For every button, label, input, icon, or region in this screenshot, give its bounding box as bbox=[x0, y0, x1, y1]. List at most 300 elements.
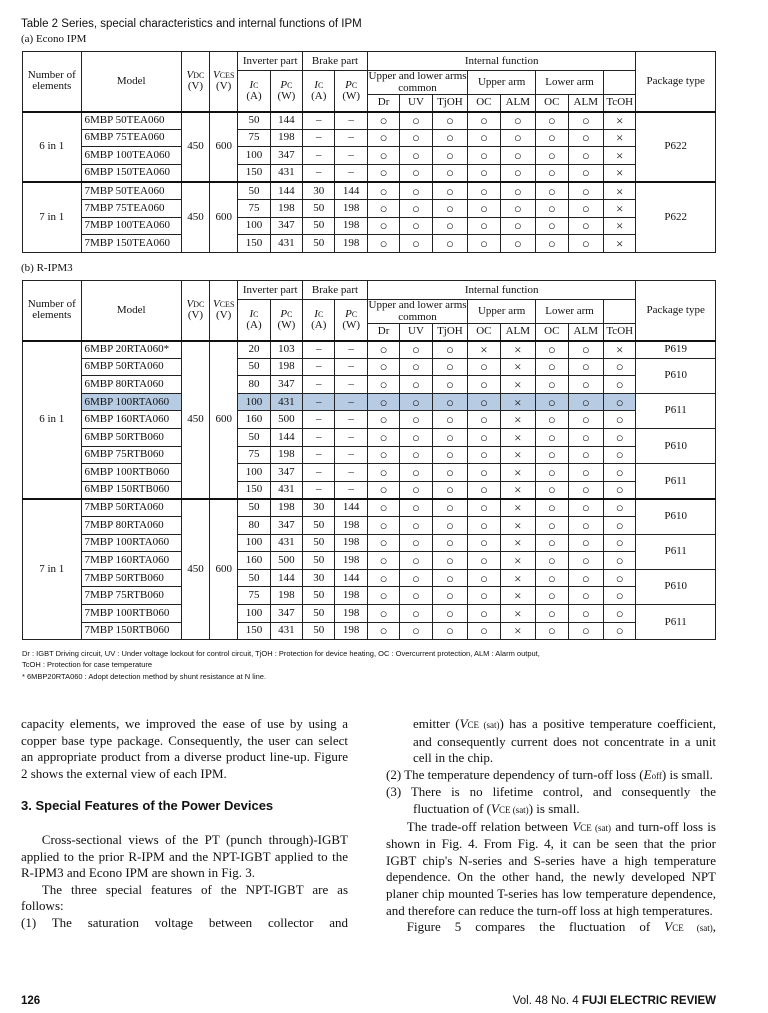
alm-column-header: ALM bbox=[500, 324, 536, 341]
oc-column-header: OC bbox=[468, 95, 500, 112]
function-mark-cell: ○ bbox=[568, 464, 604, 482]
brake-ic-header bbox=[303, 71, 335, 112]
function-mark-cell: ○ bbox=[432, 411, 468, 429]
table-row bbox=[23, 217, 716, 235]
number-of-elements-cell: 7 in 1 bbox=[23, 182, 82, 252]
inverter-ic-cell: 75 bbox=[238, 446, 270, 464]
function-mark-cell: ○ bbox=[432, 393, 468, 411]
internal-function-header: Internal function bbox=[367, 52, 636, 71]
function-mark-cell: ○ bbox=[604, 587, 636, 605]
brake-pc-cell: 198 bbox=[335, 552, 367, 570]
function-mark-cell: × bbox=[604, 147, 636, 165]
inverter-pc-cell: 431 bbox=[270, 534, 302, 552]
function-mark-cell: ○ bbox=[604, 446, 636, 464]
vdc-cell: 450 bbox=[181, 182, 209, 252]
package-type-cell: P610 bbox=[636, 499, 716, 534]
function-mark-cell: ○ bbox=[432, 182, 468, 200]
table-row bbox=[23, 235, 716, 253]
function-mark-cell: ○ bbox=[604, 622, 636, 640]
model-cell: 7MBP 80RTA060 bbox=[81, 517, 181, 535]
brake-pc-cell: – bbox=[335, 393, 367, 411]
inverter-ic-header bbox=[238, 300, 270, 341]
brake-ic-cell: 50 bbox=[303, 622, 335, 640]
function-mark-cell: ○ bbox=[367, 605, 399, 623]
function-mark-cell: ○ bbox=[367, 129, 399, 147]
model-cell: 6MBP 160RTA060 bbox=[81, 411, 181, 429]
function-mark-cell: ○ bbox=[432, 446, 468, 464]
vces-header-unit: (V) bbox=[216, 80, 232, 93]
brake-ic-cell: 50 bbox=[303, 534, 335, 552]
inverter-ic-cell: 50 bbox=[238, 358, 270, 376]
function-mark-cell: ○ bbox=[500, 129, 536, 147]
brake-pc-cell: 198 bbox=[335, 587, 367, 605]
vces-cell: 600 bbox=[210, 499, 238, 640]
function-mark-cell: ○ bbox=[432, 129, 468, 147]
alm-column-header: ALM bbox=[500, 95, 536, 112]
function-mark-cell: ○ bbox=[400, 112, 432, 130]
function-mark-cell: ○ bbox=[367, 587, 399, 605]
function-mark-cell: ○ bbox=[367, 376, 399, 394]
model-cell: 6MBP 50RTA060 bbox=[81, 358, 181, 376]
function-mark-cell: ○ bbox=[400, 393, 432, 411]
function-mark-cell: ○ bbox=[367, 147, 399, 165]
model-header: Model bbox=[81, 281, 181, 341]
vdc-header-unit: (V) bbox=[187, 80, 204, 93]
inverter-ic-cell: 150 bbox=[238, 481, 270, 499]
function-mark-cell: ○ bbox=[568, 341, 604, 359]
function-mark-cell: ○ bbox=[400, 147, 432, 165]
brake-pc-cell: – bbox=[335, 147, 367, 165]
dr-column-header: Dr bbox=[367, 95, 399, 112]
vdc-cell: 450 bbox=[181, 499, 209, 640]
function-mark-cell: ○ bbox=[536, 605, 568, 623]
function-mark-cell: ○ bbox=[400, 517, 432, 535]
r-ipm3-table bbox=[22, 280, 716, 640]
function-mark-cell: ○ bbox=[400, 499, 432, 517]
function-mark-cell: ○ bbox=[604, 376, 636, 394]
brake-pc-header-unit: (W) bbox=[342, 318, 361, 331]
brake-ic-cell: – bbox=[303, 341, 335, 359]
package-type-cell: P619 bbox=[636, 341, 716, 359]
model-cell: 7MBP 50RTA060 bbox=[81, 499, 181, 517]
function-mark-cell: ○ bbox=[604, 569, 636, 587]
vces-header-symbol: VCES bbox=[212, 298, 235, 311]
function-mark-cell: × bbox=[604, 341, 636, 359]
function-mark-cell: ○ bbox=[468, 235, 500, 253]
function-mark-cell: ○ bbox=[367, 481, 399, 499]
inverter-pc-header-unit: (W) bbox=[277, 318, 296, 331]
brake-pc-cell: – bbox=[335, 358, 367, 376]
tcoh-column-header: TcOH bbox=[604, 324, 636, 341]
function-mark-cell: ○ bbox=[568, 429, 604, 447]
alm-column-header: ALM bbox=[568, 95, 604, 112]
function-mark-cell: ○ bbox=[500, 235, 536, 253]
package-type-cell: P611 bbox=[636, 605, 716, 640]
table-row bbox=[23, 393, 716, 411]
function-mark-cell: ○ bbox=[536, 569, 568, 587]
function-mark-cell: ○ bbox=[604, 499, 636, 517]
inverter-pc-cell: 500 bbox=[270, 552, 302, 570]
function-mark-cell: ○ bbox=[500, 112, 536, 130]
model-cell: 7MBP 150TEA060 bbox=[81, 235, 181, 253]
number-of-elements-cell: 6 in 1 bbox=[23, 341, 82, 499]
brake-ic-cell: – bbox=[303, 446, 335, 464]
function-mark-cell: ○ bbox=[468, 622, 500, 640]
vces-cell: 600 bbox=[210, 182, 238, 252]
function-mark-cell: ○ bbox=[367, 182, 399, 200]
inverter-pc-cell: 198 bbox=[270, 446, 302, 464]
inverter-ic-cell: 75 bbox=[238, 129, 270, 147]
table-row bbox=[23, 534, 716, 552]
package-type-cell: P611 bbox=[636, 534, 716, 569]
vces-header-symbol: VCES bbox=[212, 69, 235, 82]
vces-cell: 600 bbox=[210, 341, 238, 499]
footnote-shunt: * 6MBP20RTA060 : Adopt detection method by shunt resistance at N line. bbox=[22, 672, 267, 681]
paragraph: Figure 5 compares the fluctuation of VCE (sat), bbox=[406, 919, 716, 935]
function-mark-cell: ○ bbox=[432, 622, 468, 640]
inverter-ic-header-unit: (A) bbox=[246, 318, 262, 331]
function-mark-cell: ○ bbox=[604, 605, 636, 623]
body-right-column bbox=[386, 716, 716, 937]
brake-pc-cell: – bbox=[335, 481, 367, 499]
vdc-header-symbol: VDC bbox=[186, 298, 205, 311]
function-mark-cell: ○ bbox=[536, 411, 568, 429]
inverter-pc-cell: 431 bbox=[270, 393, 302, 411]
function-mark-cell: ○ bbox=[568, 587, 604, 605]
brake-pc-cell: – bbox=[335, 429, 367, 447]
table-row bbox=[23, 605, 716, 623]
vces-header-unit: (V) bbox=[216, 309, 232, 322]
function-mark-cell: ○ bbox=[367, 200, 399, 218]
inverter-pc-header-symbol: PC bbox=[280, 307, 293, 320]
inverter-pc-cell: 103 bbox=[270, 341, 302, 359]
function-mark-cell: ○ bbox=[432, 235, 468, 253]
inverter-ic-header-symbol: IC bbox=[249, 78, 259, 91]
inverter-ic-cell: 20 bbox=[238, 341, 270, 359]
function-mark-cell: ○ bbox=[432, 534, 468, 552]
function-mark-cell: ○ bbox=[536, 182, 568, 200]
vdc-header-unit: (V) bbox=[187, 309, 204, 322]
dr-column-header: Dr bbox=[367, 324, 399, 341]
function-mark-cell: ○ bbox=[432, 481, 468, 499]
inverter-pc-cell: 144 bbox=[270, 112, 302, 130]
oc-column-header: OC bbox=[536, 95, 568, 112]
function-mark-cell: ○ bbox=[400, 569, 432, 587]
upper-lower-arms-header: Upper and lower arms common bbox=[368, 299, 467, 323]
function-mark-cell: × bbox=[500, 429, 536, 447]
function-mark-cell: ○ bbox=[400, 605, 432, 623]
brake-pc-cell: – bbox=[335, 446, 367, 464]
brake-ic-cell: – bbox=[303, 376, 335, 394]
brake-ic-cell: 50 bbox=[303, 517, 335, 535]
vces-cell: 600 bbox=[210, 112, 238, 182]
function-mark-cell: ○ bbox=[432, 147, 468, 165]
function-mark-cell: × bbox=[500, 481, 536, 499]
function-mark-cell: ○ bbox=[432, 341, 468, 359]
function-mark-cell: ○ bbox=[400, 552, 432, 570]
inverter-pc-cell: 431 bbox=[270, 481, 302, 499]
tjoh-column-header: TjOH bbox=[432, 95, 468, 112]
model-cell: 6MBP 20RTA060* bbox=[81, 341, 181, 359]
model-cell: 6MBP 75RTB060 bbox=[81, 446, 181, 464]
function-mark-cell: ○ bbox=[568, 534, 604, 552]
model-cell: 6MBP 50RTB060 bbox=[81, 429, 181, 447]
function-mark-cell: ○ bbox=[432, 464, 468, 482]
function-mark-cell: ○ bbox=[468, 464, 500, 482]
function-mark-cell: ○ bbox=[432, 552, 468, 570]
inverter-ic-cell: 50 bbox=[238, 182, 270, 200]
table-row bbox=[23, 517, 716, 535]
function-mark-cell: ○ bbox=[604, 429, 636, 447]
list-item: (1) The saturation voltage between collector and bbox=[21, 914, 348, 930]
function-mark-cell: ○ bbox=[468, 587, 500, 605]
function-mark-cell: ○ bbox=[568, 235, 604, 253]
brake-ic-cell: – bbox=[303, 358, 335, 376]
inverter-part-header: Inverter part bbox=[238, 52, 303, 71]
brake-ic-cell: 50 bbox=[303, 552, 335, 570]
brake-ic-cell: 50 bbox=[303, 605, 335, 623]
function-mark-cell: ○ bbox=[367, 393, 399, 411]
section-heading: 3. Special Features of the Power Devices bbox=[21, 798, 274, 814]
brake-pc-header-unit: (W) bbox=[342, 89, 361, 102]
function-mark-cell: ○ bbox=[432, 217, 468, 235]
brake-ic-cell: – bbox=[303, 112, 335, 130]
inverter-ic-header-symbol: IC bbox=[249, 307, 259, 320]
table-row bbox=[23, 446, 716, 464]
inverter-pc-header bbox=[270, 300, 302, 341]
inverter-ic-cell: 50 bbox=[238, 429, 270, 447]
function-mark-cell: ○ bbox=[400, 376, 432, 394]
inverter-ic-cell: 80 bbox=[238, 517, 270, 535]
model-cell: 6MBP 75TEA060 bbox=[81, 129, 181, 147]
inverter-ic-cell: 150 bbox=[238, 235, 270, 253]
page-number: 126 bbox=[21, 995, 41, 1007]
function-mark-cell: × bbox=[500, 358, 536, 376]
function-mark-cell: ○ bbox=[568, 393, 604, 411]
function-mark-cell: ○ bbox=[604, 534, 636, 552]
function-mark-cell: ○ bbox=[568, 112, 604, 130]
function-mark-cell: ○ bbox=[468, 393, 500, 411]
function-mark-cell: ○ bbox=[400, 622, 432, 640]
function-mark-cell: ○ bbox=[432, 164, 468, 182]
list-item-continuation: emitter (VCE (sat)) has a positive temperature coefficient, and consequently current does not concentrate in a unit cell in the chip. bbox=[413, 716, 716, 766]
function-mark-cell: ○ bbox=[604, 411, 636, 429]
function-mark-cell: ○ bbox=[604, 552, 636, 570]
function-mark-cell: ○ bbox=[568, 217, 604, 235]
uv-column-header: UV bbox=[400, 324, 432, 341]
table-row bbox=[23, 464, 716, 482]
function-mark-cell: ○ bbox=[536, 552, 568, 570]
brake-ic-cell: – bbox=[303, 147, 335, 165]
function-mark-cell: ○ bbox=[536, 200, 568, 218]
inverter-pc-cell: 431 bbox=[270, 164, 302, 182]
function-mark-cell: ○ bbox=[604, 481, 636, 499]
function-mark-cell: ○ bbox=[400, 481, 432, 499]
inverter-pc-cell: 144 bbox=[270, 569, 302, 587]
inverter-ic-cell: 160 bbox=[238, 411, 270, 429]
paragraph: Cross-sectional views of the PT (punch through)-IGBT applied to the prior R-IPM and the NPT-IGBT applied to the R-IPM3 and Econo IPM are shown in Fig. 3. bbox=[21, 831, 348, 881]
function-mark-cell: ○ bbox=[604, 517, 636, 535]
function-mark-cell: × bbox=[500, 393, 536, 411]
brake-pc-cell: 198 bbox=[335, 534, 367, 552]
brake-pc-cell: 198 bbox=[335, 200, 367, 218]
brake-ic-cell: – bbox=[303, 464, 335, 482]
function-mark-cell: ○ bbox=[468, 517, 500, 535]
footnote-abbreviations: Dr : IGBT Driving circuit, UV : Under voltage lockout for control circuit, TjOH : Protection for device heating, OC : Overcurrent protection, ALM : Alarm output, bbox=[22, 649, 540, 658]
function-mark-cell: ○ bbox=[432, 587, 468, 605]
list-item: (2) The temperature dependency of turn-off loss (Eoff) is small. bbox=[386, 766, 713, 782]
inverter-ic-cell: 75 bbox=[238, 587, 270, 605]
function-mark-cell: ○ bbox=[400, 358, 432, 376]
function-mark-cell: ○ bbox=[367, 517, 399, 535]
inverter-ic-cell: 100 bbox=[238, 217, 270, 235]
function-mark-cell: ○ bbox=[468, 481, 500, 499]
function-mark-cell: ○ bbox=[536, 517, 568, 535]
model-cell: 7MBP 75TEA060 bbox=[81, 200, 181, 218]
brake-ic-cell: – bbox=[303, 429, 335, 447]
function-mark-cell: ○ bbox=[432, 605, 468, 623]
function-mark-cell: ○ bbox=[604, 464, 636, 482]
brake-ic-cell: – bbox=[303, 481, 335, 499]
function-mark-cell: ○ bbox=[568, 358, 604, 376]
vdc-cell: 450 bbox=[181, 341, 209, 499]
section-b-label: (b) R-IPM3 bbox=[21, 262, 73, 274]
function-mark-cell: × bbox=[604, 112, 636, 130]
model-cell: 6MBP 100RTB060 bbox=[81, 464, 181, 482]
function-mark-cell: ○ bbox=[568, 182, 604, 200]
brake-ic-cell: – bbox=[303, 164, 335, 182]
brake-pc-cell: – bbox=[335, 129, 367, 147]
table-row bbox=[23, 429, 716, 447]
function-mark-cell: × bbox=[604, 217, 636, 235]
table-row bbox=[23, 147, 716, 165]
brake-pc-cell: – bbox=[335, 341, 367, 359]
model-cell: 6MBP 150TEA060 bbox=[81, 164, 181, 182]
footnote-tcoh: TcOH : Protection for case temperature bbox=[22, 660, 153, 669]
table-row bbox=[23, 587, 716, 605]
tcoh-column-header: TcOH bbox=[604, 95, 636, 112]
function-mark-cell: ○ bbox=[536, 499, 568, 517]
function-mark-cell: ○ bbox=[468, 164, 500, 182]
function-mark-cell: ○ bbox=[400, 235, 432, 253]
function-mark-cell: ○ bbox=[367, 217, 399, 235]
brake-pc-cell: 198 bbox=[335, 235, 367, 253]
function-mark-cell: ○ bbox=[432, 517, 468, 535]
package-type-header: Package type bbox=[636, 52, 716, 112]
function-mark-cell: ○ bbox=[400, 464, 432, 482]
econo-ipm-table bbox=[22, 51, 716, 253]
inverter-pc-cell: 198 bbox=[270, 129, 302, 147]
inverter-pc-cell: 500 bbox=[270, 411, 302, 429]
function-mark-cell: × bbox=[500, 376, 536, 394]
table-row bbox=[23, 411, 716, 429]
function-mark-cell: ○ bbox=[568, 200, 604, 218]
inverter-ic-cell: 50 bbox=[238, 112, 270, 130]
function-mark-cell: ○ bbox=[432, 112, 468, 130]
function-mark-cell: ○ bbox=[568, 446, 604, 464]
table-row bbox=[23, 164, 716, 182]
vdc-cell: 450 bbox=[181, 112, 209, 182]
brake-ic-cell: 50 bbox=[303, 587, 335, 605]
function-mark-cell: ○ bbox=[568, 517, 604, 535]
body-left-column bbox=[21, 716, 348, 932]
function-mark-cell: ○ bbox=[568, 481, 604, 499]
inverter-pc-cell: 144 bbox=[270, 182, 302, 200]
oc-column-header: OC bbox=[468, 324, 500, 341]
function-mark-cell: × bbox=[500, 341, 536, 359]
function-mark-cell: ○ bbox=[367, 164, 399, 182]
inverter-pc-cell: 431 bbox=[270, 235, 302, 253]
function-mark-cell: ○ bbox=[468, 446, 500, 464]
table-caption: Table 2 Series, special characteristics and internal functions of IPM bbox=[21, 18, 362, 30]
model-cell: 7MBP 100TEA060 bbox=[81, 217, 181, 235]
function-mark-cell: ○ bbox=[367, 341, 399, 359]
function-mark-cell: ○ bbox=[367, 534, 399, 552]
function-mark-cell: ○ bbox=[500, 147, 536, 165]
function-mark-cell: ○ bbox=[468, 429, 500, 447]
number-of-elements-cell: 6 in 1 bbox=[23, 112, 82, 182]
brake-pc-cell: 198 bbox=[335, 622, 367, 640]
list-item: (3) There is no lifetime control, and consequently the fluctuation of (VCE (sat)) is small. bbox=[386, 784, 716, 816]
model-cell: 7MBP 50RTB060 bbox=[81, 569, 181, 587]
inverter-part-header: Inverter part bbox=[238, 281, 303, 300]
brake-pc-cell: 144 bbox=[335, 499, 367, 517]
table-row bbox=[23, 129, 716, 147]
function-mark-cell: ○ bbox=[468, 112, 500, 130]
tjoh-column-header: TjOH bbox=[432, 324, 468, 341]
function-mark-cell: ○ bbox=[604, 393, 636, 411]
function-mark-cell: ○ bbox=[468, 569, 500, 587]
lower-arm-header: Lower arm bbox=[536, 300, 604, 324]
package-type-cell: P611 bbox=[636, 464, 716, 499]
function-mark-cell: ○ bbox=[500, 200, 536, 218]
function-mark-cell: ○ bbox=[468, 358, 500, 376]
package-type-cell: P622 bbox=[636, 182, 716, 252]
brake-ic-cell: 30 bbox=[303, 569, 335, 587]
function-mark-cell: ○ bbox=[536, 481, 568, 499]
inverter-pc-cell: 198 bbox=[270, 587, 302, 605]
function-mark-cell: ○ bbox=[568, 499, 604, 517]
function-mark-cell: ○ bbox=[536, 464, 568, 482]
function-mark-cell: ○ bbox=[468, 499, 500, 517]
table-row bbox=[23, 112, 716, 130]
model-cell: 6MBP 100TEA060 bbox=[81, 147, 181, 165]
upper-lower-arms-header: Upper and lower arms common bbox=[368, 70, 467, 94]
function-mark-cell: × bbox=[604, 164, 636, 182]
inverter-ic-cell: 100 bbox=[238, 147, 270, 165]
brake-ic-header-unit: (A) bbox=[311, 318, 327, 331]
function-mark-cell: ○ bbox=[500, 164, 536, 182]
function-mark-cell: ○ bbox=[568, 605, 604, 623]
inverter-ic-cell: 100 bbox=[238, 534, 270, 552]
paragraph: capacity elements, we improved the ease of use by using a copper base type package. Consequently, the user can select an appropriate product from a diverse product line-up. Figure 2 shows the external view of each IPM. bbox=[21, 716, 348, 781]
inverter-ic-cell: 150 bbox=[238, 622, 270, 640]
brake-pc-header-symbol: PC bbox=[345, 307, 358, 320]
function-mark-cell: ○ bbox=[432, 429, 468, 447]
function-mark-cell: ○ bbox=[432, 200, 468, 218]
function-mark-cell: ○ bbox=[536, 393, 568, 411]
model-cell: 7MBP 160RTA060 bbox=[81, 552, 181, 570]
vdc-header-symbol: VDC bbox=[186, 69, 205, 82]
function-mark-cell: ○ bbox=[536, 112, 568, 130]
function-mark-cell: ○ bbox=[468, 217, 500, 235]
function-mark-cell: ○ bbox=[432, 569, 468, 587]
function-mark-cell: ○ bbox=[367, 464, 399, 482]
brake-pc-header-symbol: PC bbox=[345, 78, 358, 91]
function-mark-cell: ○ bbox=[367, 499, 399, 517]
function-mark-cell: ○ bbox=[568, 376, 604, 394]
model-cell: 6MBP 80RTA060 bbox=[81, 376, 181, 394]
